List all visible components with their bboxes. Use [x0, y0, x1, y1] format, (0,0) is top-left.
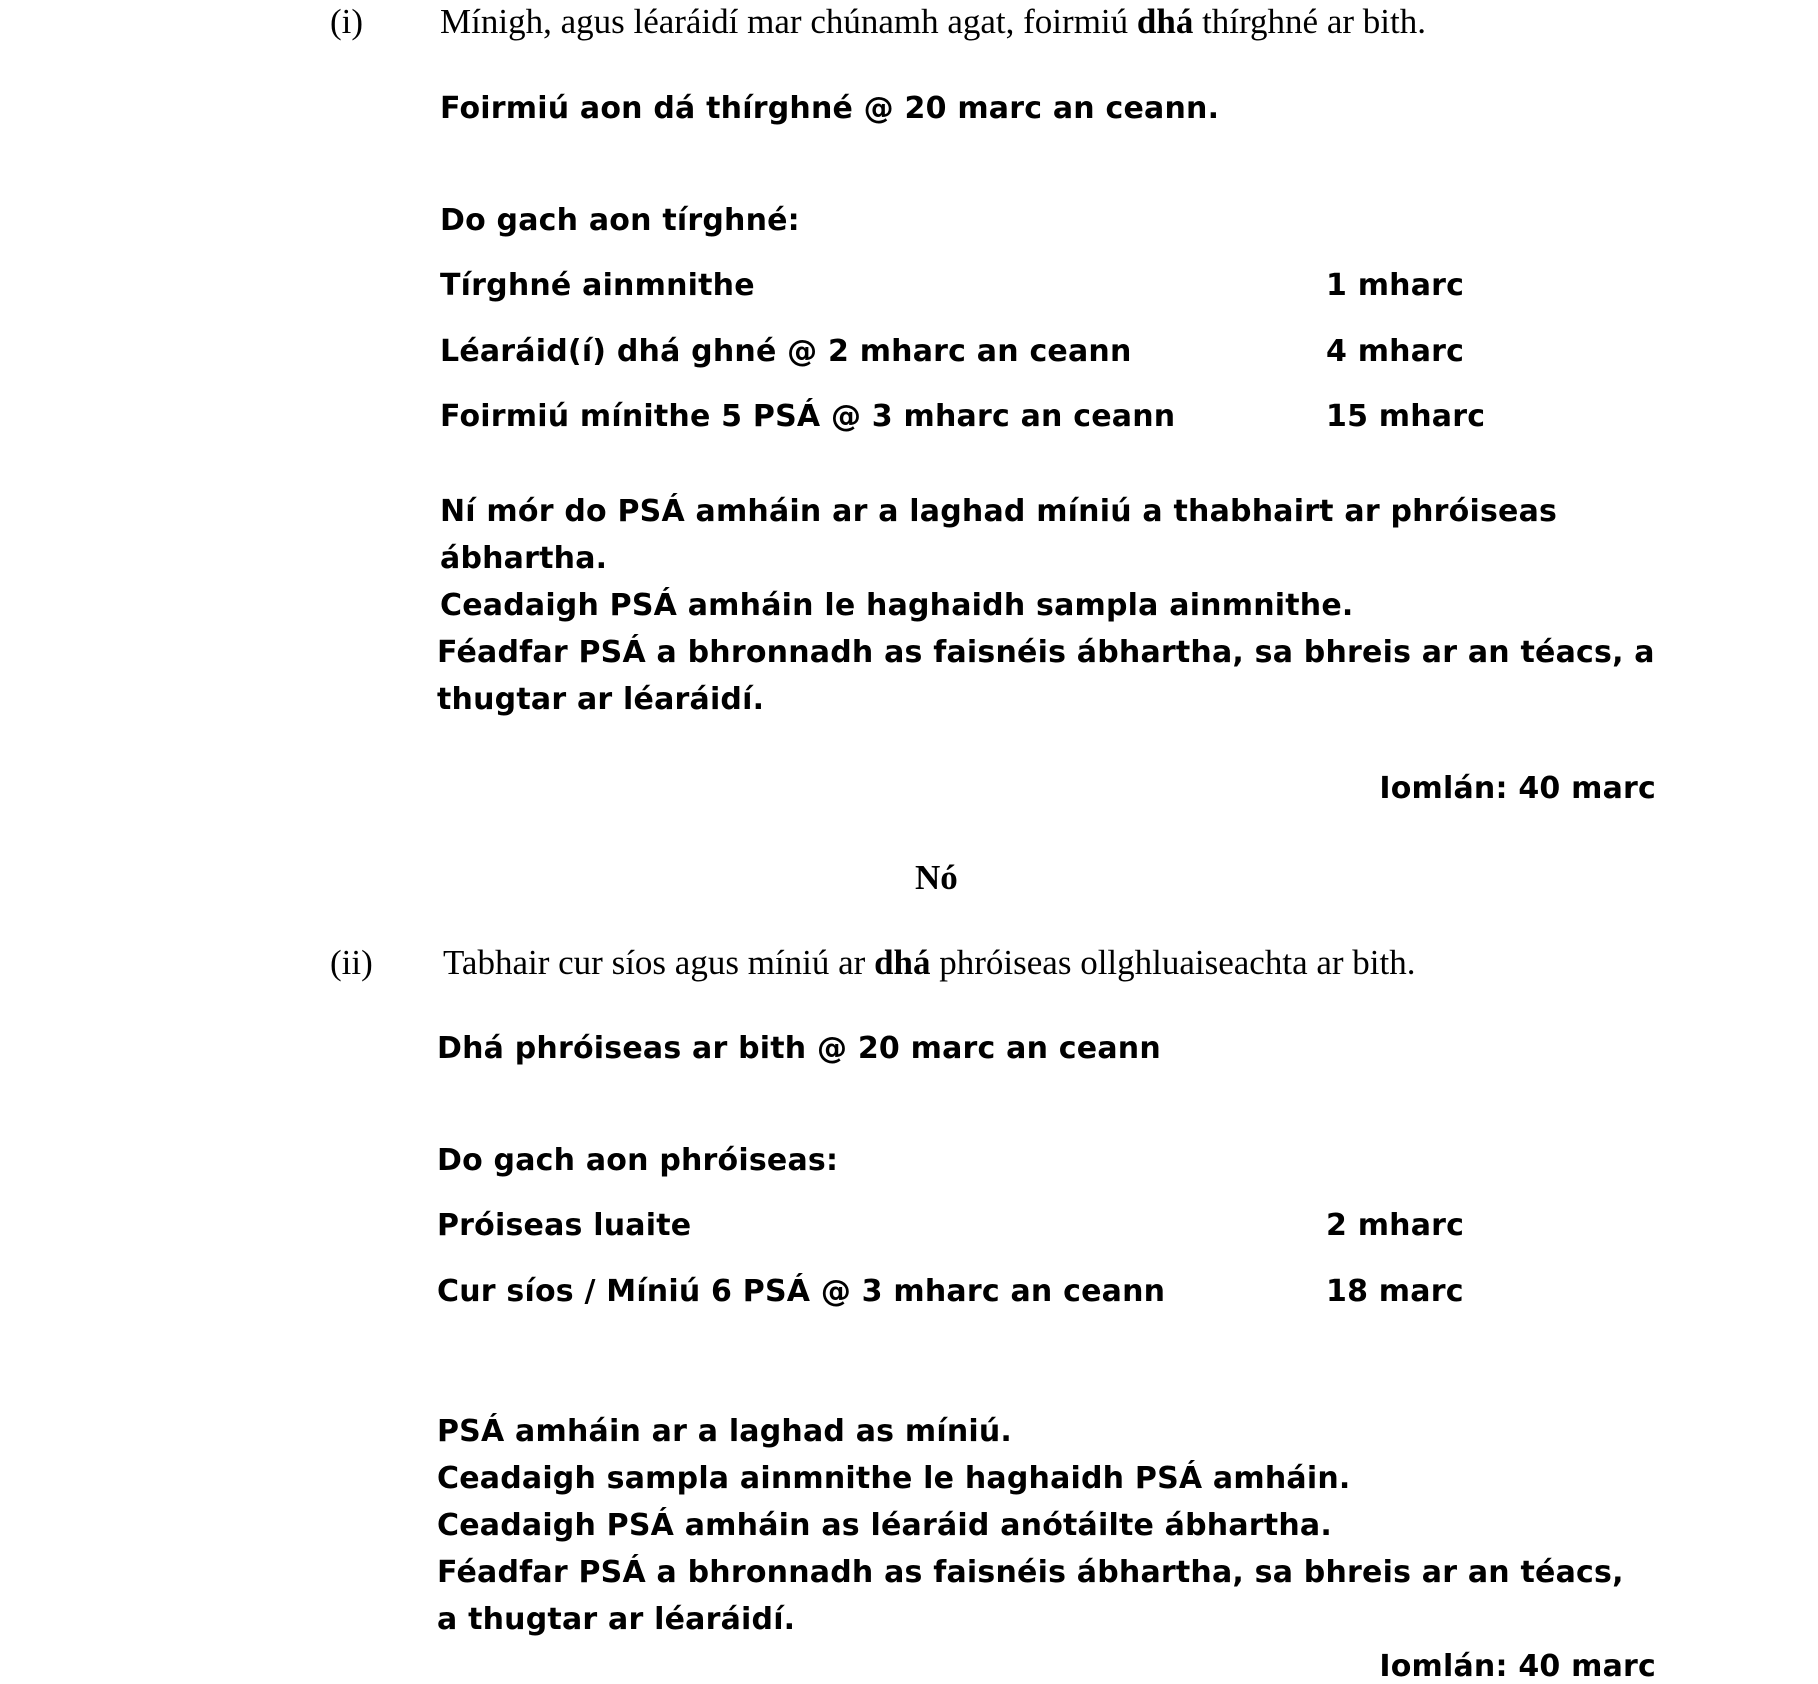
- part-ii-question: [443, 945, 1416, 980]
- note-line: thugtar ar léaráidí.: [437, 682, 765, 717]
- question-emphasis: dhá: [1136, 2, 1194, 41]
- note-line: Ní mór do PSÁ amháin ar a laghad míniú a thabhairt ar phróiseas: [440, 494, 1558, 529]
- question-text: thírghné ar bith.: [1193, 2, 1426, 41]
- part-i-allocation: Foirmiú aon dá thírghné @ 20 marc an ceann.: [440, 91, 1220, 126]
- marking-row-marks: 2 mharc: [1326, 1208, 1465, 1243]
- marking-row-criterion: Tírghné ainmnithe: [440, 268, 755, 303]
- marking-row-marks: 4 mharc: [1326, 334, 1465, 369]
- note-line: PSÁ amháin ar a laghad as míniú.: [437, 1414, 1013, 1449]
- part-ii-per-item-heading: Do gach aon phróiseas:: [437, 1143, 839, 1178]
- note-line: Ceadaigh sampla ainmnithe le haghaidh PSÁ amháin.: [437, 1461, 1351, 1496]
- note-line: Ceadaigh PSÁ amháin as léaráid anótáilte ábhartha.: [437, 1508, 1332, 1543]
- marking-row-marks: 1 mharc: [1326, 268, 1465, 303]
- note-line: a thugtar ar léaráidí.: [437, 1602, 796, 1637]
- question-text: Tabhair cur síos agus míniú ar: [443, 943, 875, 982]
- note-line: ábhartha.: [440, 541, 608, 576]
- part-ii-allocation: Dhá phróiseas ar bith @ 20 marc an ceann: [437, 1031, 1161, 1066]
- marking-row-criterion: Próiseas luaite: [437, 1208, 692, 1243]
- note-line: Féadfar PSÁ a bhronnadh as faisnéis ábhartha, sa bhreis ar an téacs,: [437, 1555, 1624, 1590]
- part-ii-label: (ii): [330, 943, 373, 982]
- or-separator: Nó: [915, 858, 958, 897]
- marking-row-criterion: Léaráid(í) dhá ghné @ 2 mharc an ceann: [440, 334, 1132, 369]
- note-line: Ceadaigh PSÁ amháin le haghaidh sampla ainmnithe.: [440, 588, 1354, 623]
- marking-row-marks: 18 marc: [1326, 1274, 1464, 1309]
- part-i-question: [440, 4, 1426, 39]
- question-text: phróiseas ollghluaiseachta ar bith.: [930, 943, 1416, 982]
- part-i-label: (i): [330, 2, 364, 41]
- marking-row-marks: 15 mharc: [1326, 399, 1486, 434]
- marking-row-criterion: Foirmiú mínithe 5 PSÁ @ 3 mharc an ceann: [440, 399, 1176, 434]
- part-i-total: Iomlán: 40 marc: [1379, 771, 1656, 806]
- marking-row-criterion: Cur síos / Míniú 6 PSÁ @ 3 mharc an ceann: [437, 1274, 1166, 1309]
- part-ii-total: Iomlán: 40 marc: [1379, 1649, 1656, 1684]
- question-emphasis: dhá: [874, 943, 931, 982]
- note-line: Féadfar PSÁ a bhronnadh as faisnéis ábhartha, sa bhreis ar an téacs, a: [437, 635, 1655, 670]
- part-i-per-item-heading: Do gach aon tírghné:: [440, 203, 800, 238]
- question-text: Mínigh, agus léaráidí mar chúnamh agat, foirmiú: [440, 2, 1137, 41]
